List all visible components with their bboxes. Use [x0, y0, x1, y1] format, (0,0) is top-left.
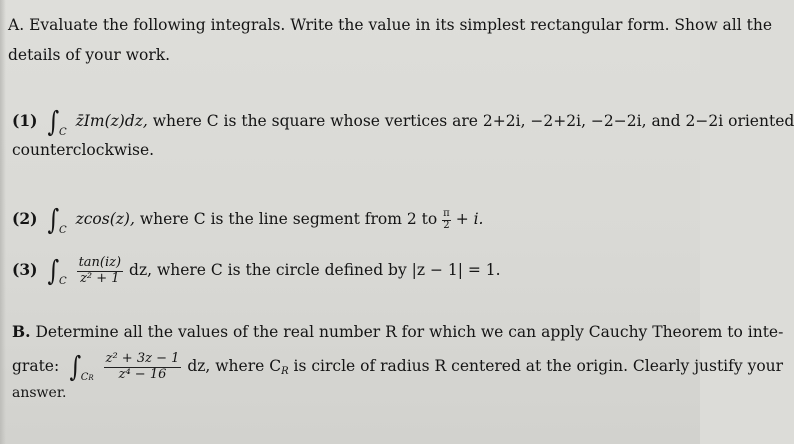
part-a-heading-line1 [8, 16, 772, 34]
part-b-text: Determine all the values of the real number R for which we can apply Cauchy Theorem to inte- [35, 323, 784, 341]
part-a-label: A. [8, 16, 25, 34]
fraction-numerator: tan(iz) [78, 254, 122, 270]
problem-2-text-end: + i. [455, 210, 484, 228]
problem-3 [12, 252, 501, 286]
problem-2-number: (2) [12, 209, 38, 228]
integral-sign: ∫ [47, 254, 60, 287]
part-b-grate: grate: [12, 357, 60, 375]
fraction-denominator: z² + 1 [80, 270, 120, 286]
page-shadow [0, 0, 6, 444]
problem-1-line2: counterclockwise. [12, 141, 155, 159]
problem-1 [12, 103, 794, 138]
problem-3-text: dz, where C is the circle defined by |z − 1| = 1. [129, 261, 501, 279]
problem-2 [12, 201, 484, 236]
problem-1-number: (1) [12, 111, 38, 130]
problem-3-number: (3) [12, 260, 38, 279]
part-b-text: dz, where CR [187, 357, 289, 377]
part-a-instructions: Evaluate the following integrals. Write the value in its simplest rectangular form. Show all the [29, 16, 773, 34]
problem-1-text: where C is the square whose vertices are 2+2i, −2+2i, −2−2i, and 2−2i oriented [152, 112, 794, 130]
part-b-fraction [104, 352, 182, 383]
problem-1-contour: C [58, 127, 67, 138]
problem-2-integrand: zcos(z), [75, 210, 135, 228]
part-b-text-end: is circle of radius R centered at the origin. Clearly justify your [293, 357, 784, 375]
problem-1-integrand: z̄Im(z)dz, [75, 112, 148, 130]
fraction-denominator: 2 [443, 219, 450, 231]
problem-3-contour: C [58, 276, 67, 287]
fraction-denominator: z⁴ − 16 [118, 366, 167, 382]
integral-sign: ∫ [69, 350, 82, 383]
problem-2-text: where C is the line segment from 2 to [139, 210, 438, 228]
integral-sign: ∫ [47, 203, 60, 236]
fraction-numerator: π [443, 208, 450, 219]
integral-sign: ∫ [47, 105, 60, 138]
problem-2-contour: C [58, 225, 67, 236]
problem-3-fraction [77, 256, 124, 287]
part-b-label: B. [12, 322, 31, 341]
part-a-heading-line2: details of your work. [8, 46, 171, 64]
fraction-numerator: z² + 3z − 1 [105, 350, 180, 366]
part-b-line1 [12, 322, 783, 341]
part-b-line3: answer. [12, 385, 67, 401]
problem-2-fraction [442, 209, 451, 231]
part-b-contour: CR [80, 372, 94, 383]
part-b-line2 [12, 348, 783, 382]
